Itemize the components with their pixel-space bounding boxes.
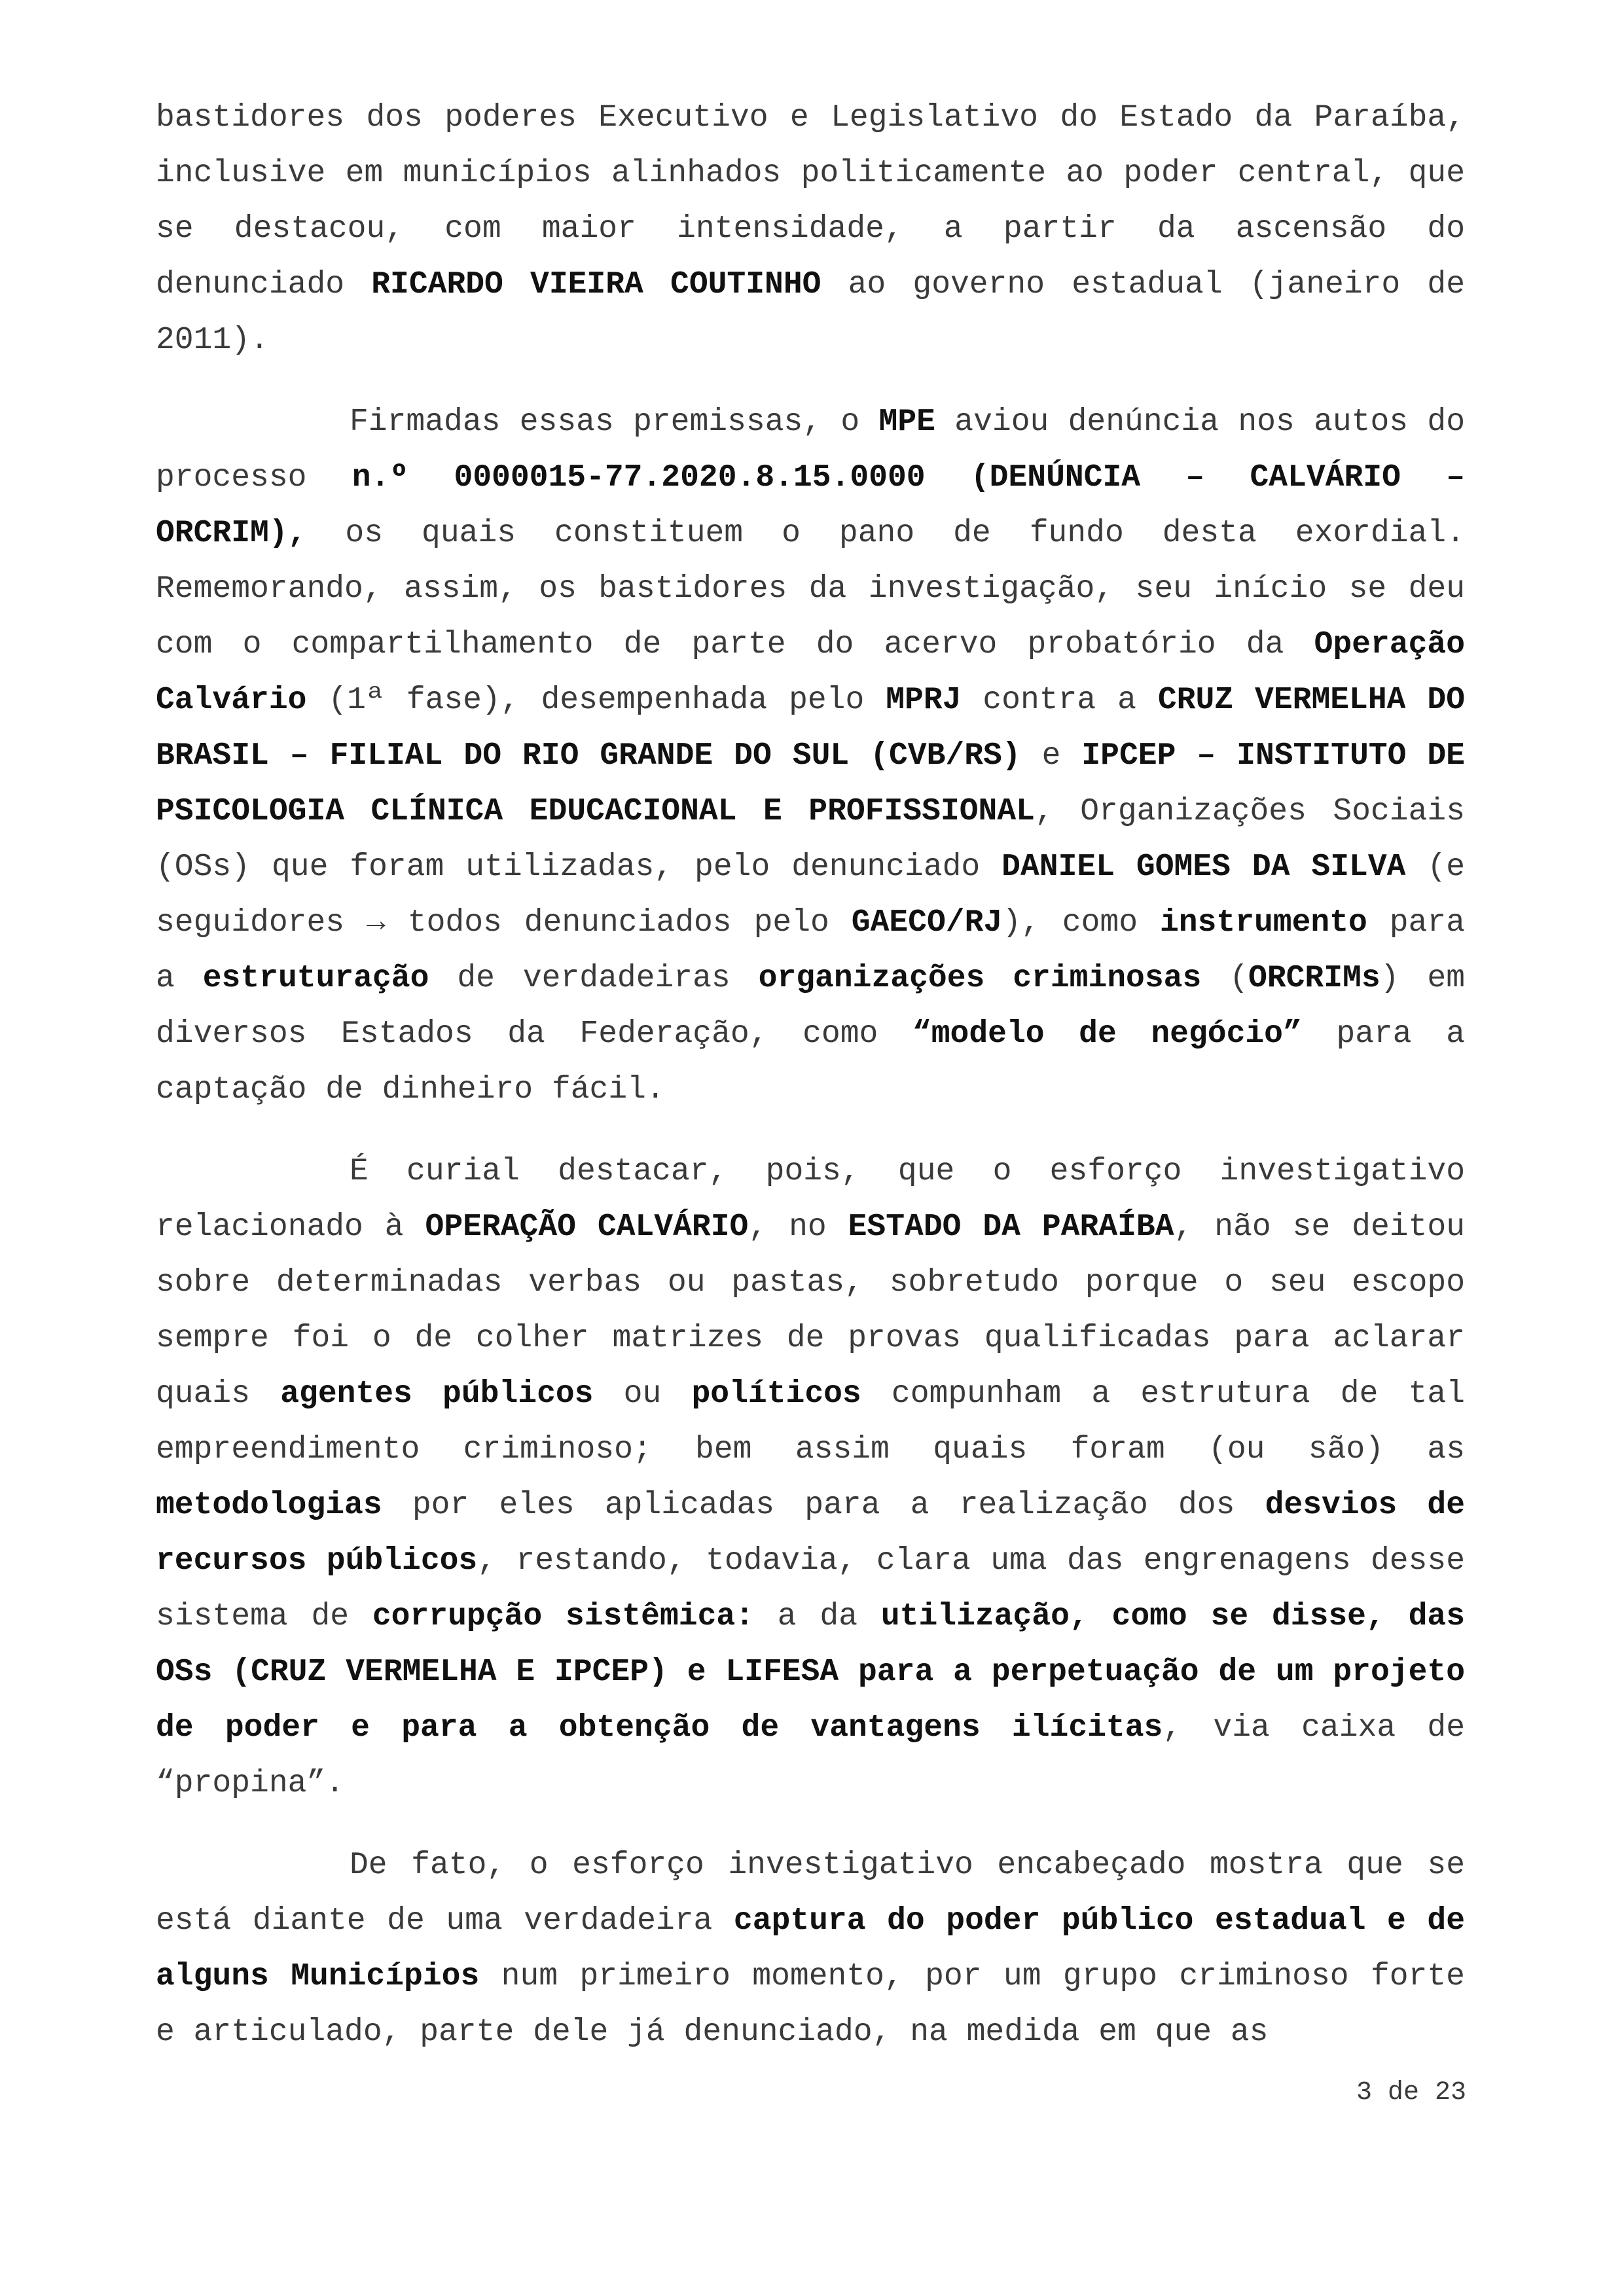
- bold-text-run: ORCRIMs: [1248, 961, 1380, 996]
- text-run: (e seguidores → todos denunciados pelo: [156, 850, 1465, 941]
- text-run: compunham a estrutura de tal empreendimento criminoso; bem assim quais foram (ou são) as: [156, 1376, 1466, 1467]
- text-run: , no: [748, 1210, 848, 1245]
- text-run: , restando, todavia, clara uma das engrenagens desse sistema de: [156, 1543, 1466, 1634]
- text-run: num primeiro momento, por um grupo criminoso forte e articulado, parte dele já denunciado, na medida em que as: [156, 1959, 1465, 2050]
- text-run: É curial destacar, pois, que o esforço investigativo relacionado à: [156, 1154, 1465, 1245]
- bold-text-run: agentes públicos: [280, 1376, 594, 1412]
- text-run: os quais constituem o pano de fundo desta exordial. Rememorando, assim, os bastidores da investigação, seu início se deu com o compartilhamento de parte do acervo probatório da: [156, 516, 1465, 662]
- text-run: , Organizações Sociais (OSs) que foram utilizadas, pelo denunciado: [156, 794, 1465, 885]
- bold-text-run: n.º 0000015-77.2020.8.15.0000 (DENÚNCIA – CALVÁRIO – ORCRIM),: [156, 460, 1465, 551]
- text-run: ), como: [1002, 905, 1160, 941]
- bold-text-run: organizações criminosas: [758, 961, 1202, 996]
- bold-text-run: CRUZ VERMELHA DO BRASIL – FILIAL DO RIO GRANDE DO SUL (CVB/RS): [156, 683, 1466, 774]
- bold-text-run: utilização, como se disse, das OSs (CRUZ VERMELHA E IPCEP) e LIFESA para a perpetuação de um projeto de poder e para a obtenção de vantagens ilícitas: [156, 1599, 1466, 1746]
- bold-text-run: corrupção sistêmica:: [372, 1599, 754, 1634]
- text-run: ) em diversos Estados da Federação, como: [156, 961, 1465, 1052]
- text-run: , via caixa de “propina”.: [156, 1710, 1466, 1801]
- bold-text-run: Operação Calvário: [156, 627, 1465, 718]
- paragraph: [156, 1144, 1465, 1812]
- bold-text-run: metodologias: [156, 1488, 382, 1523]
- paragraph: [156, 1838, 1465, 2060]
- bold-text-run: OPERAÇÃO CALVÁRIO: [425, 1210, 749, 1245]
- text-run: e: [1020, 738, 1082, 774]
- text-run: para a captação de dinheiro fácil.: [156, 1016, 1466, 1107]
- bold-text-run: instrumento: [1159, 905, 1367, 941]
- text-run: bastidores dos poderes Executivo e Legislativo do Estado da Paraíba, inclusive em municípios alinhados politicamente ao poder central, que se destacou, com maior intensidade, a partir da ascensão do denunciado: [156, 100, 1465, 302]
- bold-text-run: políticos: [691, 1376, 861, 1412]
- text-run: por eles aplicadas para a realização dos: [382, 1488, 1265, 1523]
- bold-text-run: DANIEL GOMES DA SILVA: [1001, 850, 1406, 885]
- bold-text-run: GAECO/RJ: [851, 905, 1003, 941]
- paragraph: [156, 395, 1465, 1118]
- bold-text-run: RICARDO VIEIRA COUTINHO: [371, 267, 821, 302]
- paragraph: [156, 90, 1465, 368]
- text-run: (1ª fase), desempenhada pelo: [306, 683, 886, 718]
- text-run: (: [1201, 961, 1249, 996]
- text-run: para a: [156, 905, 1466, 996]
- text-run: de verdadeiras: [429, 961, 759, 996]
- bold-text-run: captura do poder público estadual e de alguns Municípios: [156, 1903, 1466, 1994]
- bold-text-run: “modelo de negócio”: [912, 1016, 1302, 1052]
- text-run: aviou denúncia nos autos do processo: [156, 404, 1466, 495]
- text-run: ao governo estadual (janeiro de 2011).: [156, 267, 1465, 358]
- text-run: Firmadas essas premissas, o: [350, 404, 879, 440]
- bold-text-run: MPRJ: [886, 683, 962, 718]
- bold-text-run: desvios de recursos públicos: [156, 1488, 1466, 1579]
- document-body: [156, 90, 1465, 2087]
- text-run: contra a: [961, 683, 1158, 718]
- text-run: De fato, o esforço investigativo encabeçado mostra que se está diante de uma verdadeira: [156, 1848, 1465, 1939]
- page-number: 3 de 23: [1356, 2078, 1466, 2108]
- bold-text-run: IPCEP – INSTITUTO DE PSICOLOGIA CLÍNICA EDUCACIONAL E PROFISSIONAL: [156, 738, 1465, 829]
- bold-text-run: MPE: [878, 404, 935, 440]
- text-run: , não se deitou sobre determinadas verbas ou pastas, sobretudo porque o seu escopo sempre foi o de colher matrizes de provas qualificadas para aclarar quais: [156, 1210, 1465, 1412]
- bold-text-run: ESTADO DA PARAÍBA: [848, 1210, 1174, 1245]
- text-run: a da: [753, 1599, 881, 1634]
- text-run: ou: [593, 1376, 692, 1412]
- bold-text-run: estruturação: [202, 961, 429, 996]
